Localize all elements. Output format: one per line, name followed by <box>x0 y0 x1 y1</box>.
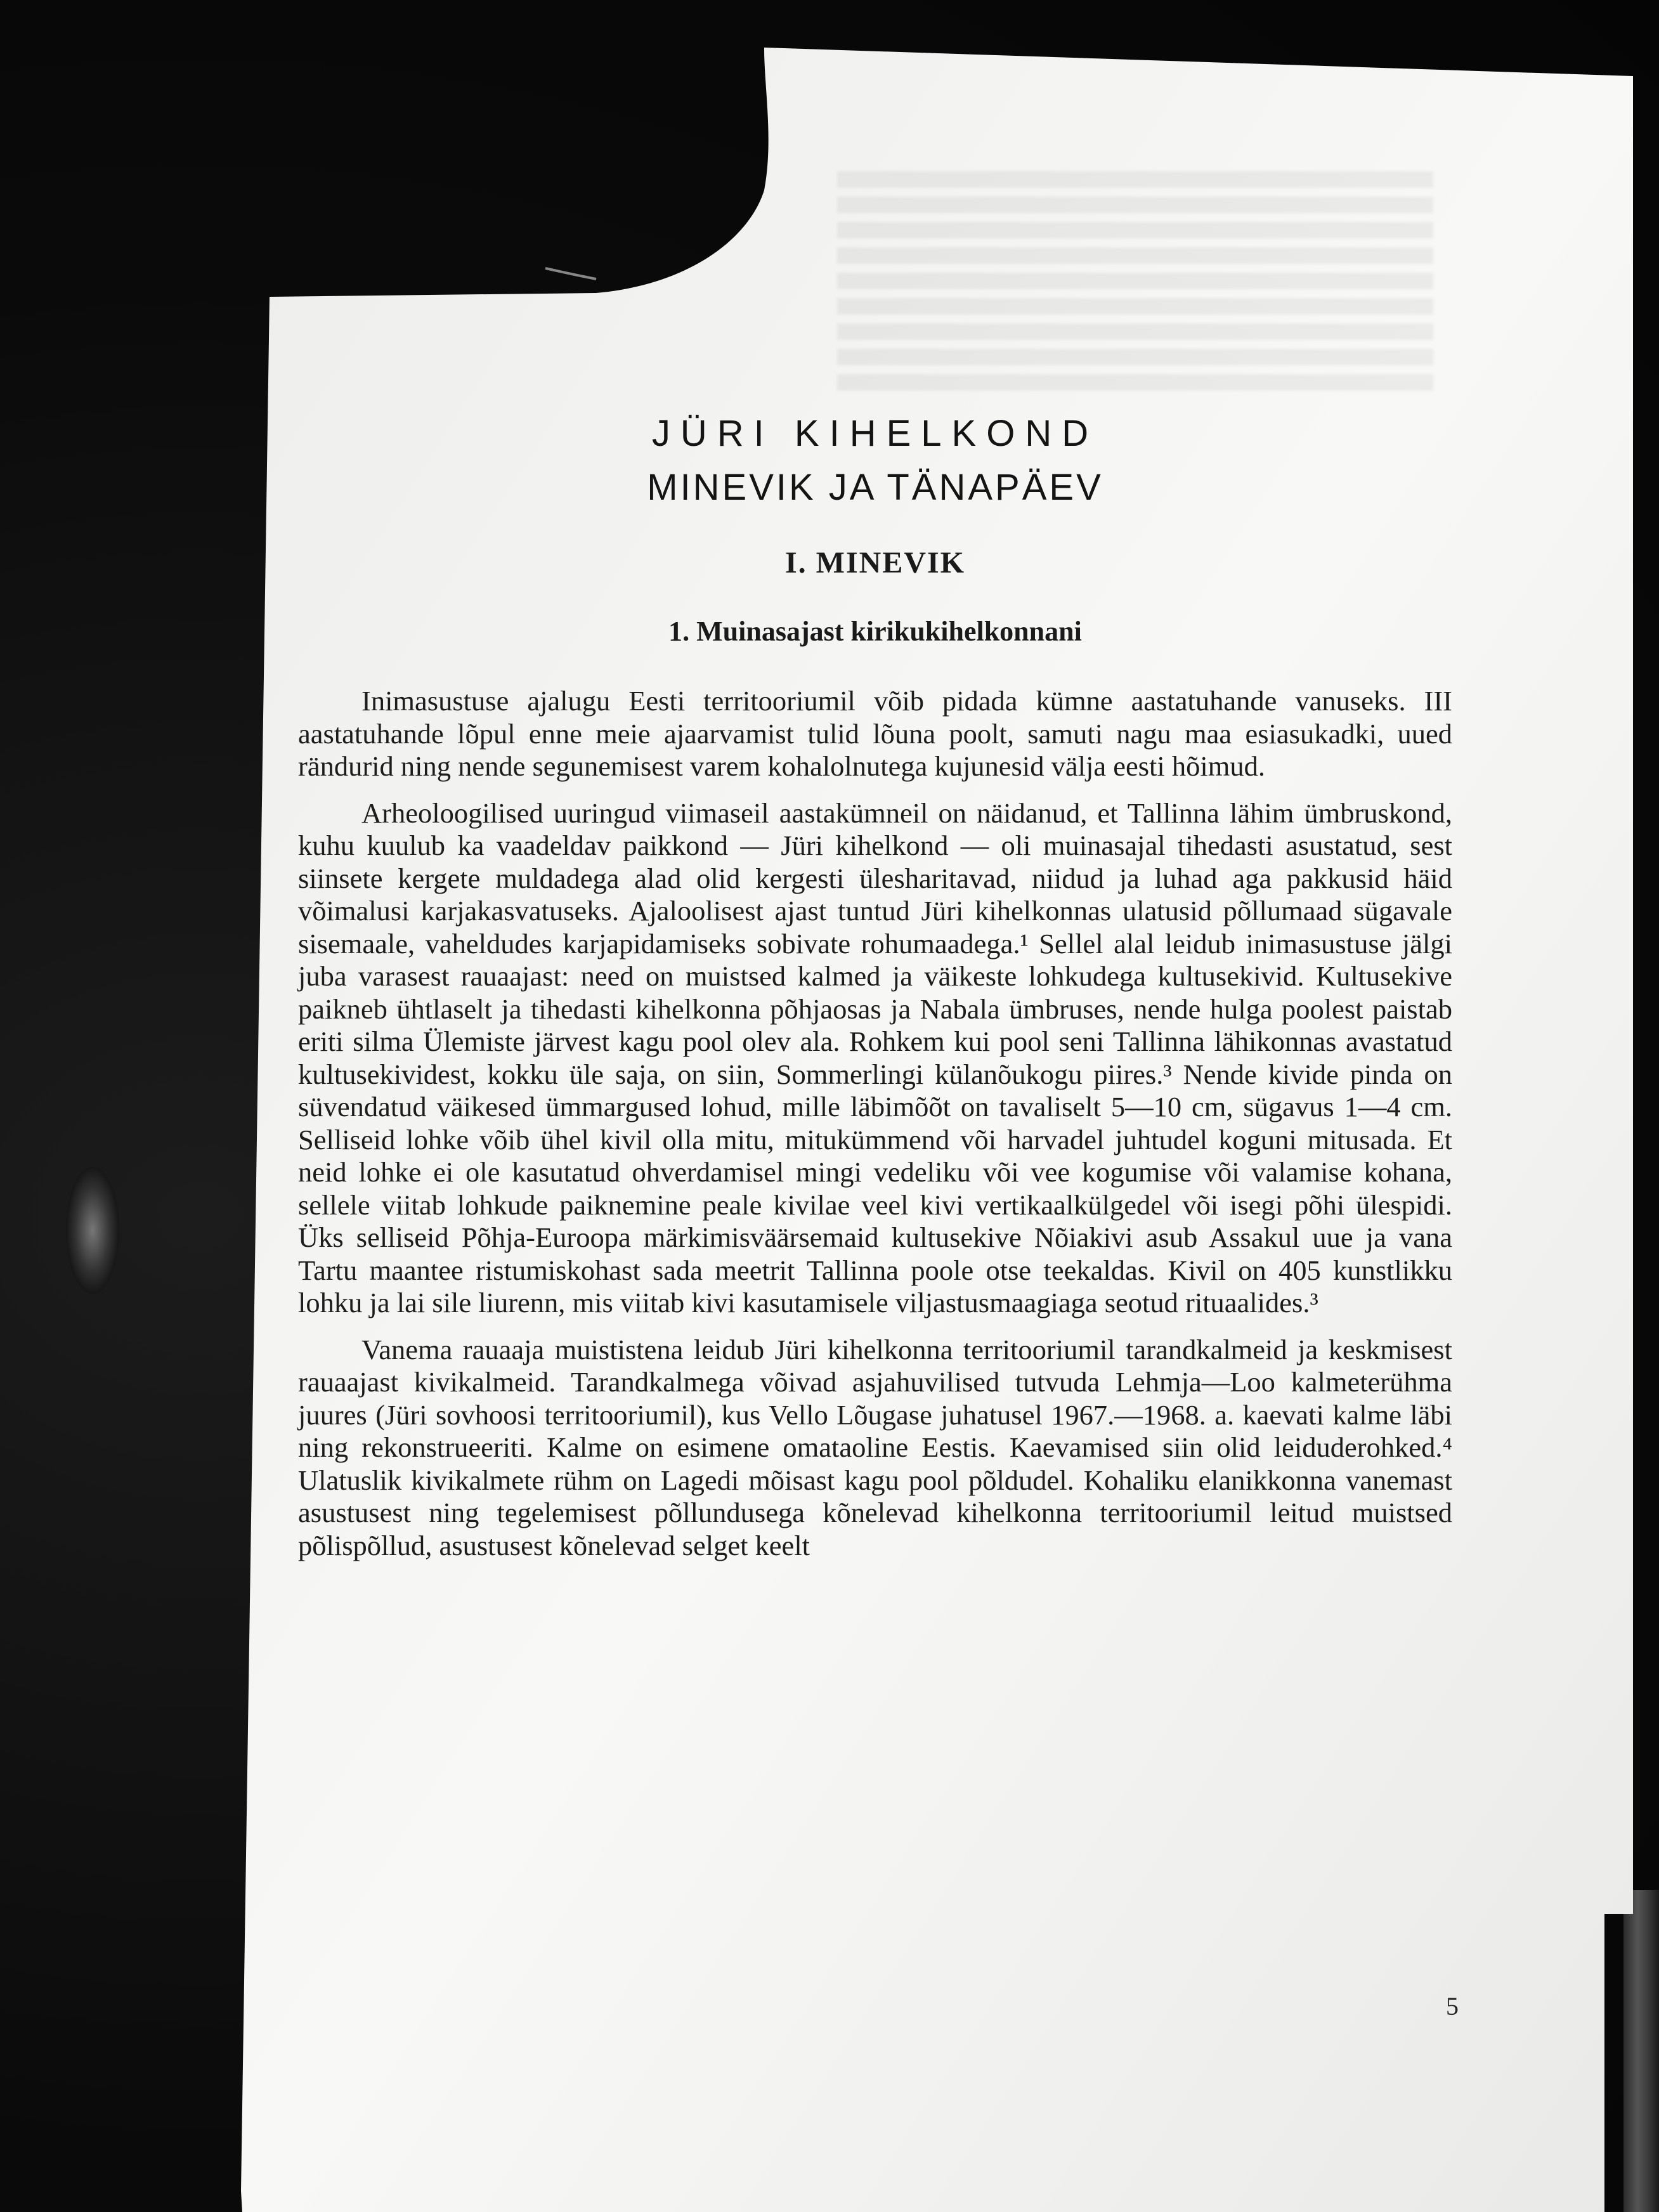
section-heading: I. MINEVIK <box>784 546 966 580</box>
document-page <box>279 381 1471 2055</box>
paragraph-3: Vanema rauaaja muististena leidub Jüri kihelkonna territooriumil tarandkalmeid ja keskmisest rauaajast kivikalmeid. Tarandkalmega võivad asjahuvilised tutvuda Lehmja—Loo kalmeterühma juures (Jüri sovhoosi territooriumil), kus Vello Lõugase juhatusel 1967.—1968. a. kaevati kalme läbi ning rekonstrueeriti. Kalme on esimene omataoline Eestis. Kaevamised siin olid leiduderohked.⁴ Ulatuslik kivikalmete rühm on Lagedi mõisast kagu pool põldudel. Kohaliku elanikkonna vanemast asustusest ning tegelemisest põllundusega kõnelevad kihelkonna territooriumil leitud muistsed põlispõllud, asustusest kõnelevad selget keelt <box>298 1333 1452 1561</box>
chapter-heading: 1. Muinasajast kirikukihelkonnani <box>668 616 1082 647</box>
document-subtitle: MINEVIK JA TÄNAPÄEV <box>647 467 1103 508</box>
paragraph-2: Arheoloogilised uuringud viimaseil aastakümneil on näidanud, et Tallinna lähim ümbruskond, kuhu kuulub ka vaadeldav paikkond — Jüri kihelkond — oli muinasajal tihedasti asustatud, sest siinsete kergete muldadega alad olid kergesti ülesharitavad, niidud ja luhad aga pakkusid häid võimalusi karjakasvatuseks. Ajaloolisest ajast tuntud Jüri kihelkonnas ulatusid põllumaad sügavale sisemaale, vaheldudes karjapidamiseks sobivate rohumaadega.¹ Sellel alal leidub inimasustuse jälgi juba varasest rauaajast: need on muistsed kalmed ja väikeste lohkudega kultusekivid. Kultusekive paikneb ühtlaselt ja tihedasti kihelkonna põhjaosas ja Nabala ümbruses, nende hulga poolest paistab eriti silma Ülemiste järvest kagu pool olev ala. Rohkem kui pool seni Tallinna lähikonnas avastatud kultusekividest, kokku üle saja, on siin, Sommerlingi külanõukogu piires.³ Nende kivide pinda on süvendatud väikesed ümmargused lohud, mille läbimõõt on tavaliselt 5—10 cm, sügavus 1—4 cm. Selliseid lohke võib ühel kivil olla mitu, mitukümmend või harvadel juhtudel koguni mitusada. Et neid lohke ei ole kasutatud ohverdamisel mingi vedeliku või vee kogumise või valamise kohana, sellele viitab lohkude paiknemine peale kivilae veel kivi vertikaalkülgedel või isegi põhi ülespidi. Üks selliseid Põhja-Euroopa märkimisväärsemaid kultusekive Nõiakivi asub Assakul uue ja vana Tartu maantee ristumiskohast sada meetrit Tallinna poole otse teekaldas. Kivil on 405 kunstlikku lohku ja lai sile liurenn, mis viitab kivi kasutamisele viljastusmaagiaga seotud rituaalides.³ <box>298 797 1452 1318</box>
reverse-side-show-through <box>837 171 1433 400</box>
paragraph-1: Inimasustuse ajalugu Eesti territooriumil võib pidada kümne aastatuhande vanuseks. III aastatuhande lõpul enne meie ajaarvamist tulid lõuna poolt, samuti nagu maa esiasukadki, uued rändurid ning nende segunemisest varem kohalolnutega kujunesid välja eesti hõimud. <box>298 685 1452 782</box>
page-number: 5 <box>1446 1992 1459 2020</box>
body-text <box>298 685 1452 1576</box>
document-title: JÜRI KIHELKOND <box>651 413 1099 454</box>
